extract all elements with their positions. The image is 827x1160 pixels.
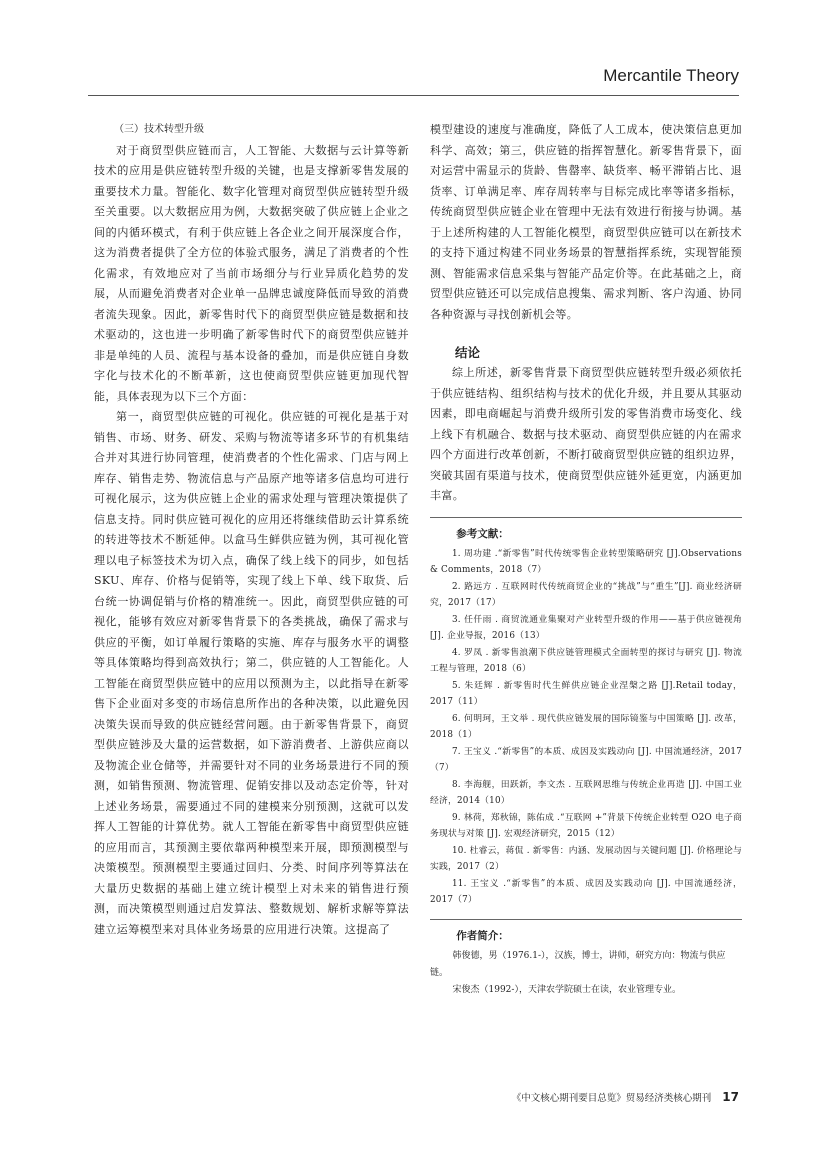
reference-item: 7. 王宝义 .“新零售”的本质、成因及实践动向 [J]. 中国流通经济，2017（7） — [430, 746, 742, 773]
header-rule — [88, 95, 739, 96]
author-heading: 作者简介： — [456, 929, 509, 942]
page-footer — [512, 1090, 739, 1104]
author-rule — [430, 919, 742, 920]
reference-item: 2. 路远方 . 互联网时代传统商贸企业的“挑战”与“重生”[J]. 商业经济研究，2017（17） — [430, 581, 742, 608]
reference-item: 3. 任仟雨 . 商贸流通业集聚对产业转型升级的作用——基于供应链视角 [J]. 企业导报，2016（13） — [430, 614, 742, 641]
conclusion-paragraph: 综上所述，新零售背景下商贸型供应链转型升级必须依托于供应链结构、组织结构与技术的优化升级，并且要从其驱动因素，即电商崛起与消费升级所引发的零售消费市场变化、线上线下有机融合、数据与技术驱动、商贸型供应链的内在需求四个方面进行改革创新，不断打破商贸型供应链的组织边界，突破其固有渠道与技术，使商贸型供应链外延更宽，内涵更加丰富。 — [430, 366, 742, 502]
reference-item: 5. 朱廷辉 . 新零售时代生鲜供应链企业涅槃之路 [J].Retail today，2017（11） — [430, 680, 742, 707]
references-rule — [430, 517, 742, 518]
journal-title: Mercantile Theory — [603, 66, 739, 85]
author-bio: 韩俊德，男（1976.1-），汉族，博士，讲师，研究方向：物流与供应链。 — [430, 950, 726, 978]
author-bio: 宋俊杰（1992-），天津农学院硕士在读，农业管理专业。 — [452, 984, 681, 995]
conclusion-heading: 结论 — [455, 345, 481, 360]
reference-item: 4. 罗凤 . 新零售浪潮下供应链管理模式全面转型的探讨与研究 [J]. 物流工程与管理，2018（6） — [430, 647, 742, 674]
left-column — [94, 120, 409, 940]
reference-item: 8. 李海舰，田跃新，李文杰 . 互联网思维与传统企业再造 [J]. 中国工业经济，2014（10） — [430, 779, 742, 806]
reference-list — [430, 546, 742, 909]
footer-journal-label: 《中文核心期刊要目总览》贸易经济类核心期刊 — [511, 1093, 712, 1104]
reference-item: 9. 林荷，郑秋锦，陈佑成 .“互联网 +”背景下传统企业转型 O2O 电子商务现状与对策 [J]. 宏观经济研究，2015（12） — [430, 812, 742, 839]
body-paragraph: 对于商贸型供应链而言，人工智能、大数据与云计算等新技术的应用是供应链转型升级的关键，也是支撑新零售发展的重要技术力量。智能化、数字化管理对商贸型供应链转型升级至关重要。以大数据应用为例，大数据突破了供应链上企业之间的内循环模式，有利于供应链上各企业之间开展深度合作，这为消费者提供了全方位的体验式服务，满足了消费者的个性化需求，有效地应对了当前市场细分与行业异质化趋势的发展，从而避免消费者对企业单一品牌忠诚度降低而导致的消费者流失现象。因此，新零售时代下的商贸型供应链是数据和技术驱动的，这也进一步明确了新零售时代下的商贸型供应链并非是单纯的人员、流程与基本设备的叠加，而是供应链自身数字化与技术化的不断革新，这也使商贸型供应链更加现代智能，具体表现为以下三个方面： — [94, 143, 409, 403]
reference-item: 1. 周功建 .“新零售”时代传统零售企业转型策略研究 [J].Observations & Comments，2018（7） — [430, 548, 742, 575]
reference-item: 11. 王宝义 .“新零售”的本质、成因及实践动向 [J]. 中国流通经济，2017（7） — [430, 878, 742, 905]
reference-item: 6. 何明珂，王文举 . 现代供应链发展的国际镜鉴与中国策略 [J]. 改革，2018（1） — [430, 713, 742, 740]
page-number: 17 — [722, 1090, 739, 1104]
body-paragraph: 第一，商贸型供应链的可视化。供应链的可视化是基于对销售、市场、财务、研发、采购与物流等诸多环节的有机集结合并对其进行协同管理，使消费者的个性化需求、门店与网上库存、销售走势、物流信息与产品原产地等诸多信息均可进行可视化展示，这为供应链上企业的需求处理与管理决策提供了信息支持。同时供应链可视化的应用还将继续借助云计算系统的转进等技术不断延伸。以盒马生鲜供应链为例，其可视化管理以电子标签技术为切入点，确保了线上线下的同步，如包括SKU、库存、价格与促销等，实现了线上下单、线下取货、后台统一协调促销与价格的精准统一。因此，商贸型供应链的可视化，能够有效应对新零售背景下的各类挑战，确保了需求与供应的平衡，如订单履行策略的实施、库存与服务水平的调整等具体策略均得到高效执行；第二，供应链的人工智能化。人工智能在商贸型供应链中的应用以预测为主，以此指导在新零售下企业面对多变的市场信息所作出的各种决策，以此避免因决策失误而导致的供应链经营问题。由于新零售背景下，商贸型供应链涉及大量的运营数据，如下游消费者、上游供应商以及物流企业仓储等，并需要针对不同的业务场景进行不同的预测，如销售预测、物流管理、促销安排以及动态定价等，针对上述业务场景，需要通过不同的建模来分别预测，这就可以发挥人工智能的计算优势。就人工智能在新零售中商贸型供应链的应用而言，其预测主要依靠两种模型来开展，即预测模型与决策模型。预测模型主要通过回归、分类、时间序列等算法在大量历史数据的基础上建立统计模型上对未来的销售进行预测，而决策模型则通过启发算法、整数规划、解析求解等算法建立运筹模型来对具体业务场景的应用进行决策。这提高了 — [94, 410, 409, 936]
reference-item: 10. 杜睿云，蒋侃 . 新零售：内涵、发展动因与关键问题 [J]. 价格理论与实践，2017（2） — [430, 845, 742, 872]
references-heading: 参考文献： — [456, 527, 509, 540]
continuation-paragraph: 模型建设的速度与准确度，降低了人工成本，使决策信息更加科学、高效；第三，供应链的指挥智慧化。新零售背景下，面对运营中需显示的货龄、售罄率、缺货率、畅平滞销占比、退货率、订单满足率、库存周转率与目标完成比率等诸多指标，传统商贸型供应链企业在管理中无法有效进行衔接与协调。基于上述所构建的人工智能化模型，商贸型供应链可以在新技术的支持下通过构建不同业务场景的智慧指挥系统，实现智能预测、智能需求信息采集与智能产品定价等。在此基础之上，商贸型供应链还可以完成信息搜集、需求判断、客户沟通、协同各种资源与寻找创新机会等。 — [430, 123, 742, 321]
right-column — [430, 120, 742, 999]
subsection-title: （三）技术转型升级 — [114, 124, 204, 135]
